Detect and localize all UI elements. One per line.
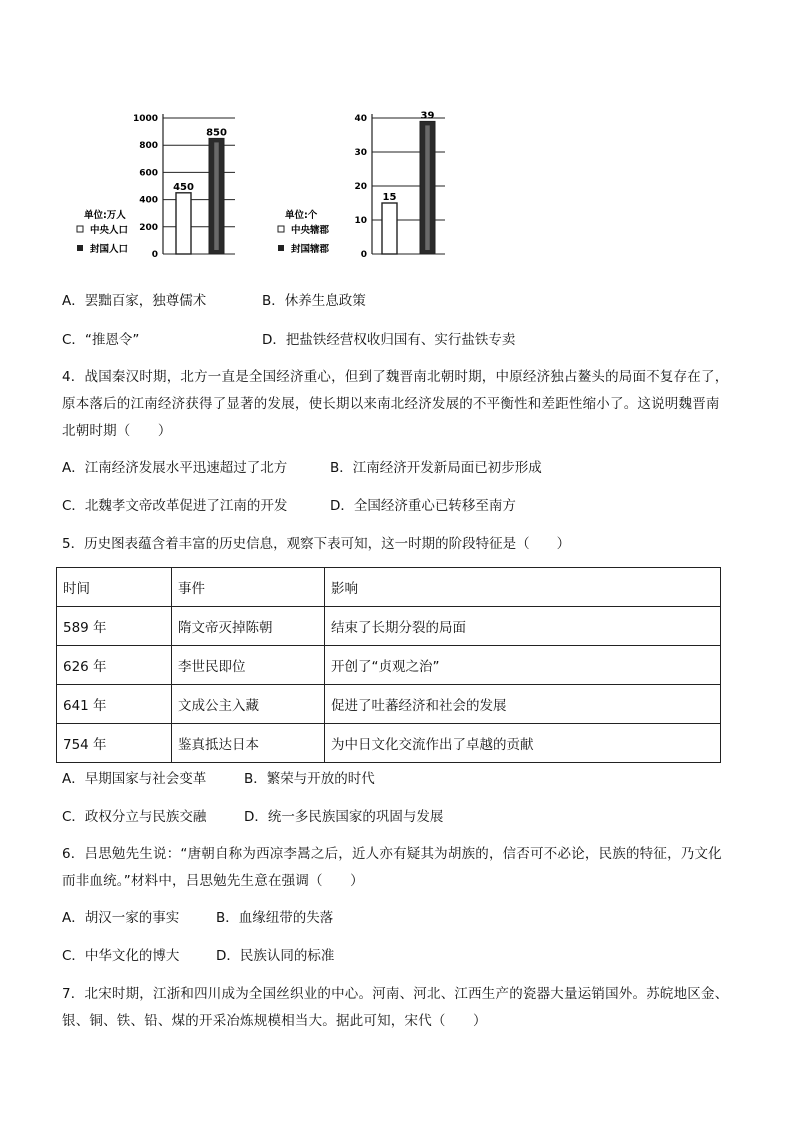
- table-cell-event: 李世民即位: [172, 646, 325, 685]
- table-header-impact: 影响: [325, 568, 721, 607]
- legend-swatch-hollow: [278, 226, 284, 232]
- q5-events-table: [56, 567, 721, 763]
- table-cell-impact: 为中日文化交流作出了卓越的贡献: [325, 724, 721, 763]
- q4-stem: [62, 364, 738, 445]
- legend-central-population: 中央人口: [90, 225, 129, 236]
- table-row: [57, 724, 721, 763]
- q6-stem: [62, 841, 738, 895]
- legend-central-commandery: 中央辖郡: [291, 225, 330, 236]
- y-tick-label: 10: [354, 216, 367, 226]
- y-tick-label: 0: [360, 250, 367, 260]
- table-row: [57, 646, 721, 685]
- commandery-chart-legend: [278, 209, 330, 255]
- y-tick-label: 600: [139, 168, 158, 179]
- y-tick-label: 400: [139, 195, 158, 206]
- q4-stem-line-1: 4．战国秦汉时期，北方一直是全国经济重心，但到了魏晋南北朝时期，中原经济独占鳌头的局面不复存在了，: [62, 369, 729, 385]
- q7-stem-line-2: 银、铜、铁、铅、煤的开采冶炼规模相当大。据此可知，宋代（ ）: [62, 1013, 487, 1029]
- table-cell-event: 鉴真抵达日本: [172, 724, 325, 763]
- commandery-unit-label: 单位:个: [285, 210, 318, 221]
- y-tick-label: 200: [139, 222, 158, 233]
- table-cell-impact: 结束了长期分裂的局面: [325, 607, 721, 646]
- population-chart: [60, 108, 260, 268]
- legend-swatch-dark: [77, 245, 83, 251]
- table-cell-time: 589 年: [57, 607, 172, 646]
- table-cell-time: 641 年: [57, 685, 172, 724]
- y-tick-label: 800: [139, 141, 158, 152]
- q6-option-a[interactable]: A．胡汉一家的事实: [62, 910, 180, 926]
- q5-stem: 5．历史图表蕴含着丰富的历史信息，观察下表可知，这一时期的阶段特征是（ ）: [62, 536, 571, 552]
- table-cell-impact: 开创了“贞观之治”: [325, 646, 721, 685]
- y-tick-label: 0: [151, 250, 158, 260]
- q3-option-a[interactable]: A．罢黜百家，独尊儒术: [62, 293, 207, 309]
- q3-option-d[interactable]: D．把盐铁经营权收归国有、实行盐铁专卖: [262, 332, 516, 348]
- table-cell-event: 文成公主入藏: [172, 685, 325, 724]
- q6-option-d[interactable]: D．民族认同的标准: [216, 948, 335, 964]
- q4-option-a[interactable]: A．江南经济发展水平迅速超过了北方: [62, 460, 288, 476]
- commandery-chart: [275, 108, 475, 268]
- commandery-chart-bars: [382, 110, 435, 254]
- table-header-time: 时间: [57, 568, 172, 607]
- q4-stem-line-3: 北朝时期（ ）: [62, 423, 172, 439]
- q4-option-d[interactable]: D．全国经济重心已转移至南方: [330, 498, 516, 514]
- bar-data-label: 15: [382, 192, 397, 203]
- table-cell-time: 626 年: [57, 646, 172, 685]
- population-chart-yaxis: [133, 114, 163, 260]
- legend-swatch-hollow: [77, 226, 83, 232]
- population-chart-legend: [77, 209, 128, 255]
- q4-option-b[interactable]: B．江南经济开发新局面已初步形成: [330, 460, 542, 476]
- q6-stem-line-1: 6．吕思勉先生说：“唐朝自称为西凉李暠之后，近人亦有疑其为胡族的，信否可不必论，民族的特征，乃文化: [62, 846, 722, 862]
- bar-texture: [214, 142, 219, 250]
- q7-stem-line-1: 7．北宋时期，江浙和四川成为全国丝织业的中心。河南、河北、江西生产的瓷器大量运销国外。苏皖地区金、: [62, 986, 729, 1002]
- q5-option-d[interactable]: D．统一多民族国家的巩固与发展: [244, 809, 444, 825]
- bar-data-label: 39: [420, 110, 435, 122]
- bar-central: [382, 203, 397, 254]
- table-row: [57, 607, 721, 646]
- legend-fiefdom-population: 封国人口: [90, 244, 129, 255]
- table-cell-time: 754 年: [57, 724, 172, 763]
- legend-fiefdom-commandery: 封国辖郡: [291, 244, 330, 255]
- population-unit-label: 单位:万人: [84, 210, 126, 221]
- q3-option-b[interactable]: B．休养生息政策: [262, 293, 366, 309]
- y-tick-label: 30: [354, 148, 367, 158]
- q3-option-c[interactable]: C．“推恩令”: [62, 332, 140, 348]
- y-tick-label: 20: [354, 182, 367, 192]
- bar-data-label: 450: [173, 181, 194, 193]
- table-cell-event: 隋文帝灭掉陈朝: [172, 607, 325, 646]
- commandery-chart-yaxis: [354, 114, 372, 260]
- q4-stem-line-2: 原本落后的江南经济获得了显著的发展，使长期以来南北经济发展的不平衡性和差距性缩小了。这说明魏晋南: [62, 396, 720, 412]
- table-header-event: 事件: [172, 568, 325, 607]
- table-row: [57, 685, 721, 724]
- q5-option-c[interactable]: C．政权分立与民族交融: [62, 809, 207, 825]
- bar-data-label: 850: [206, 127, 227, 139]
- q5-option-b[interactable]: B．繁荣与开放的时代: [244, 771, 375, 787]
- table-cell-impact: 促进了吐蕃经济和社会的发展: [325, 685, 721, 724]
- table-header-row: [57, 568, 721, 607]
- q6-option-b[interactable]: B．血缘纽带的失落: [216, 910, 334, 926]
- y-tick-label: 40: [354, 114, 367, 124]
- y-tick-label: 1000: [132, 114, 158, 124]
- bar-central: [176, 193, 191, 254]
- q7-stem: [62, 981, 738, 1035]
- q6-stem-line-2: 而非血统。”材料中，吕思勉先生意在强调（ ）: [62, 873, 364, 889]
- q6-option-c[interactable]: C．中华文化的博大: [62, 948, 180, 964]
- legend-swatch-dark: [278, 245, 284, 251]
- population-chart-bars: [173, 127, 227, 254]
- q5-option-a[interactable]: A．早期国家与社会变革: [62, 771, 207, 787]
- bar-texture: [425, 125, 430, 250]
- q4-option-c[interactable]: C．北魏孝文帝改革促进了江南的开发: [62, 498, 288, 514]
